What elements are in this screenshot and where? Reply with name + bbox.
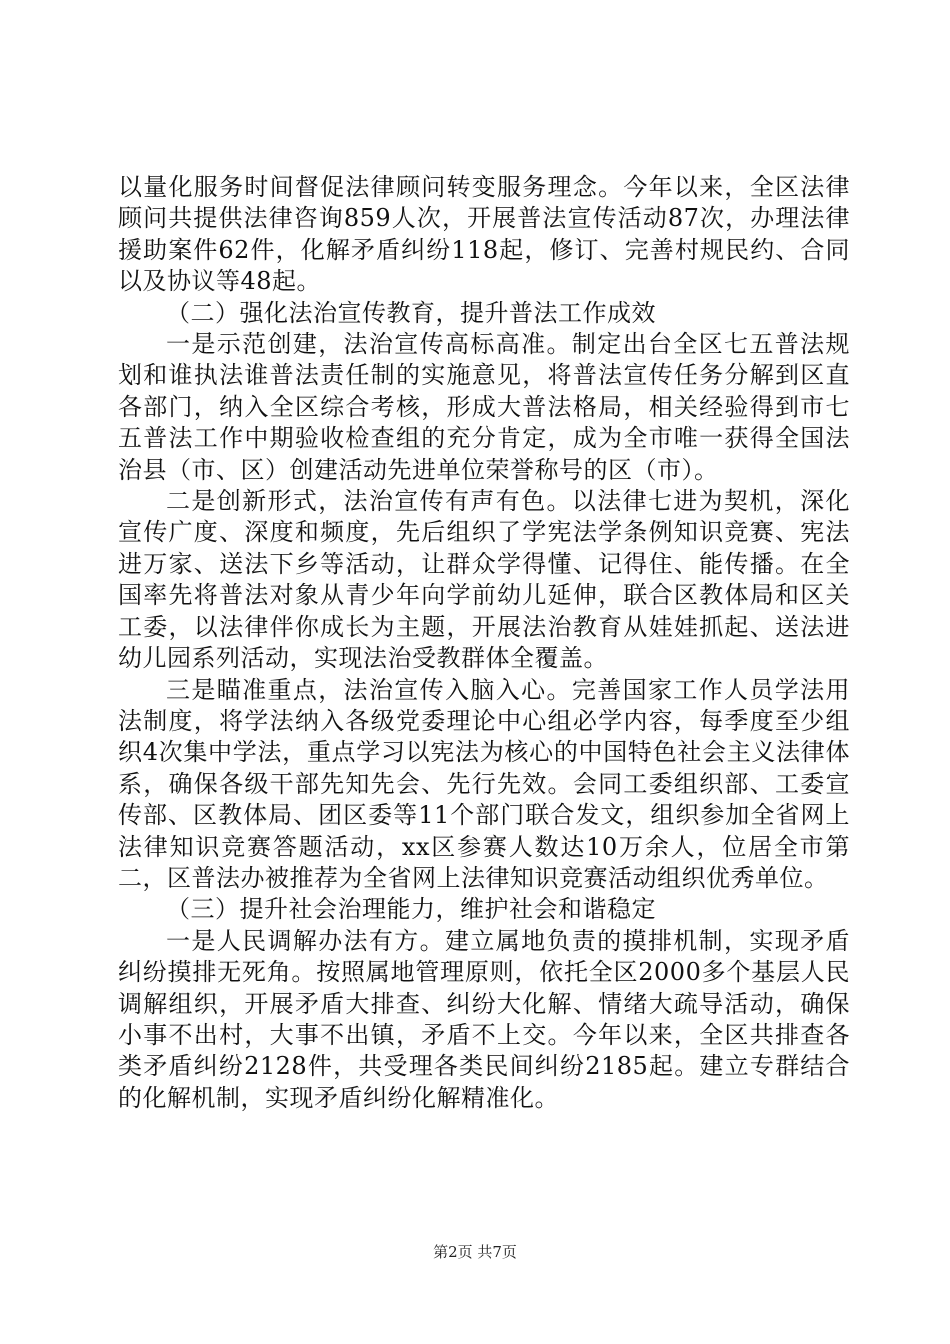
paragraph-focus: 三是瞄准重点，法治宣传入脑入心。完善国家工作人员学法用法制度，将学法纳入各级党委理论中心组必学内容，每季度至少组织4次集中学法，重点学习以宪法为核心的中国特色社会主义法律体系，确保各级干部先知先会、先行先效。会同工委组织部、工委宣传部、区教体局、团区委等11个部门联合发文，组织参加全省网上法律知识竞赛答题活动，xx区参赛人数达10万余人，位居全市第二，区普法办被推荐为全省网上法律知识竞赛活动组织优秀单位。	[118, 675, 850, 892]
paragraph-innovation: 二是创新形式，法治宣传有声有色。以法律七进为契机，深化宣传广度、深度和频度，先后组织了学宪法学条例知识竞赛、宪法进万家、送法下乡等活动，让群众学得懂、记得住、能传播。在全国率先将普法对象从青少年向学前幼儿延伸，联合区教体局和区关工委，以法律伴你成长为主题，开展法治教育从娃娃抓起、送法进幼儿园系列活动，实现法治受教群体全覆盖。	[118, 487, 850, 673]
paragraph-demonstration: 一是示范创建，法治宣传高标高准。制定出台全区七五普法规划和谁执法谁普法责任制的实施意见，将普法宣传任务分解到区直各部门，纳入全区综合考核，形成大普法格局，相关经验得到市七五普法工作中期验收检查组的充分肯定，成为全市唯一获得全国法治县（市、区）创建活动先进单位荣誉称号的区（市）。	[118, 330, 850, 484]
document-body	[118, 172, 850, 1114]
section-heading-2: （二）强化法治宣传教育，提升普法工作成效	[166, 298, 656, 327]
section-heading-3: （三）提升社会治理能力，维护社会和谐稳定	[166, 895, 656, 924]
page-footer: 第2页 共7页	[433, 1243, 517, 1261]
paragraph-continuation: 以量化服务时间督促法律顾问转变服务理念。今年以来，全区法律顾问共提供法律咨询859人次，开展普法宣传活动87次，办理法律援助案件62件，化解矛盾纠纷118起，修订、完善村规民约、合同以及协议等48起。	[118, 173, 850, 296]
paragraph-mediation: 一是人民调解办法有方。建立属地负责的摸排机制，实现矛盾纠纷摸排无死角。按照属地管理原则，依托全区2000多个基层人民调解组织，开展矛盾大排查、纠纷大化解、情绪大疏导活动，确保小事不出村，大事不出镇，矛盾不上交。今年以来，全区共排查各类矛盾纠纷2128件，共受理各类民间纠纷2185起。建立专群结合的化解机制，实现矛盾纠纷化解精准化。	[118, 926, 850, 1112]
